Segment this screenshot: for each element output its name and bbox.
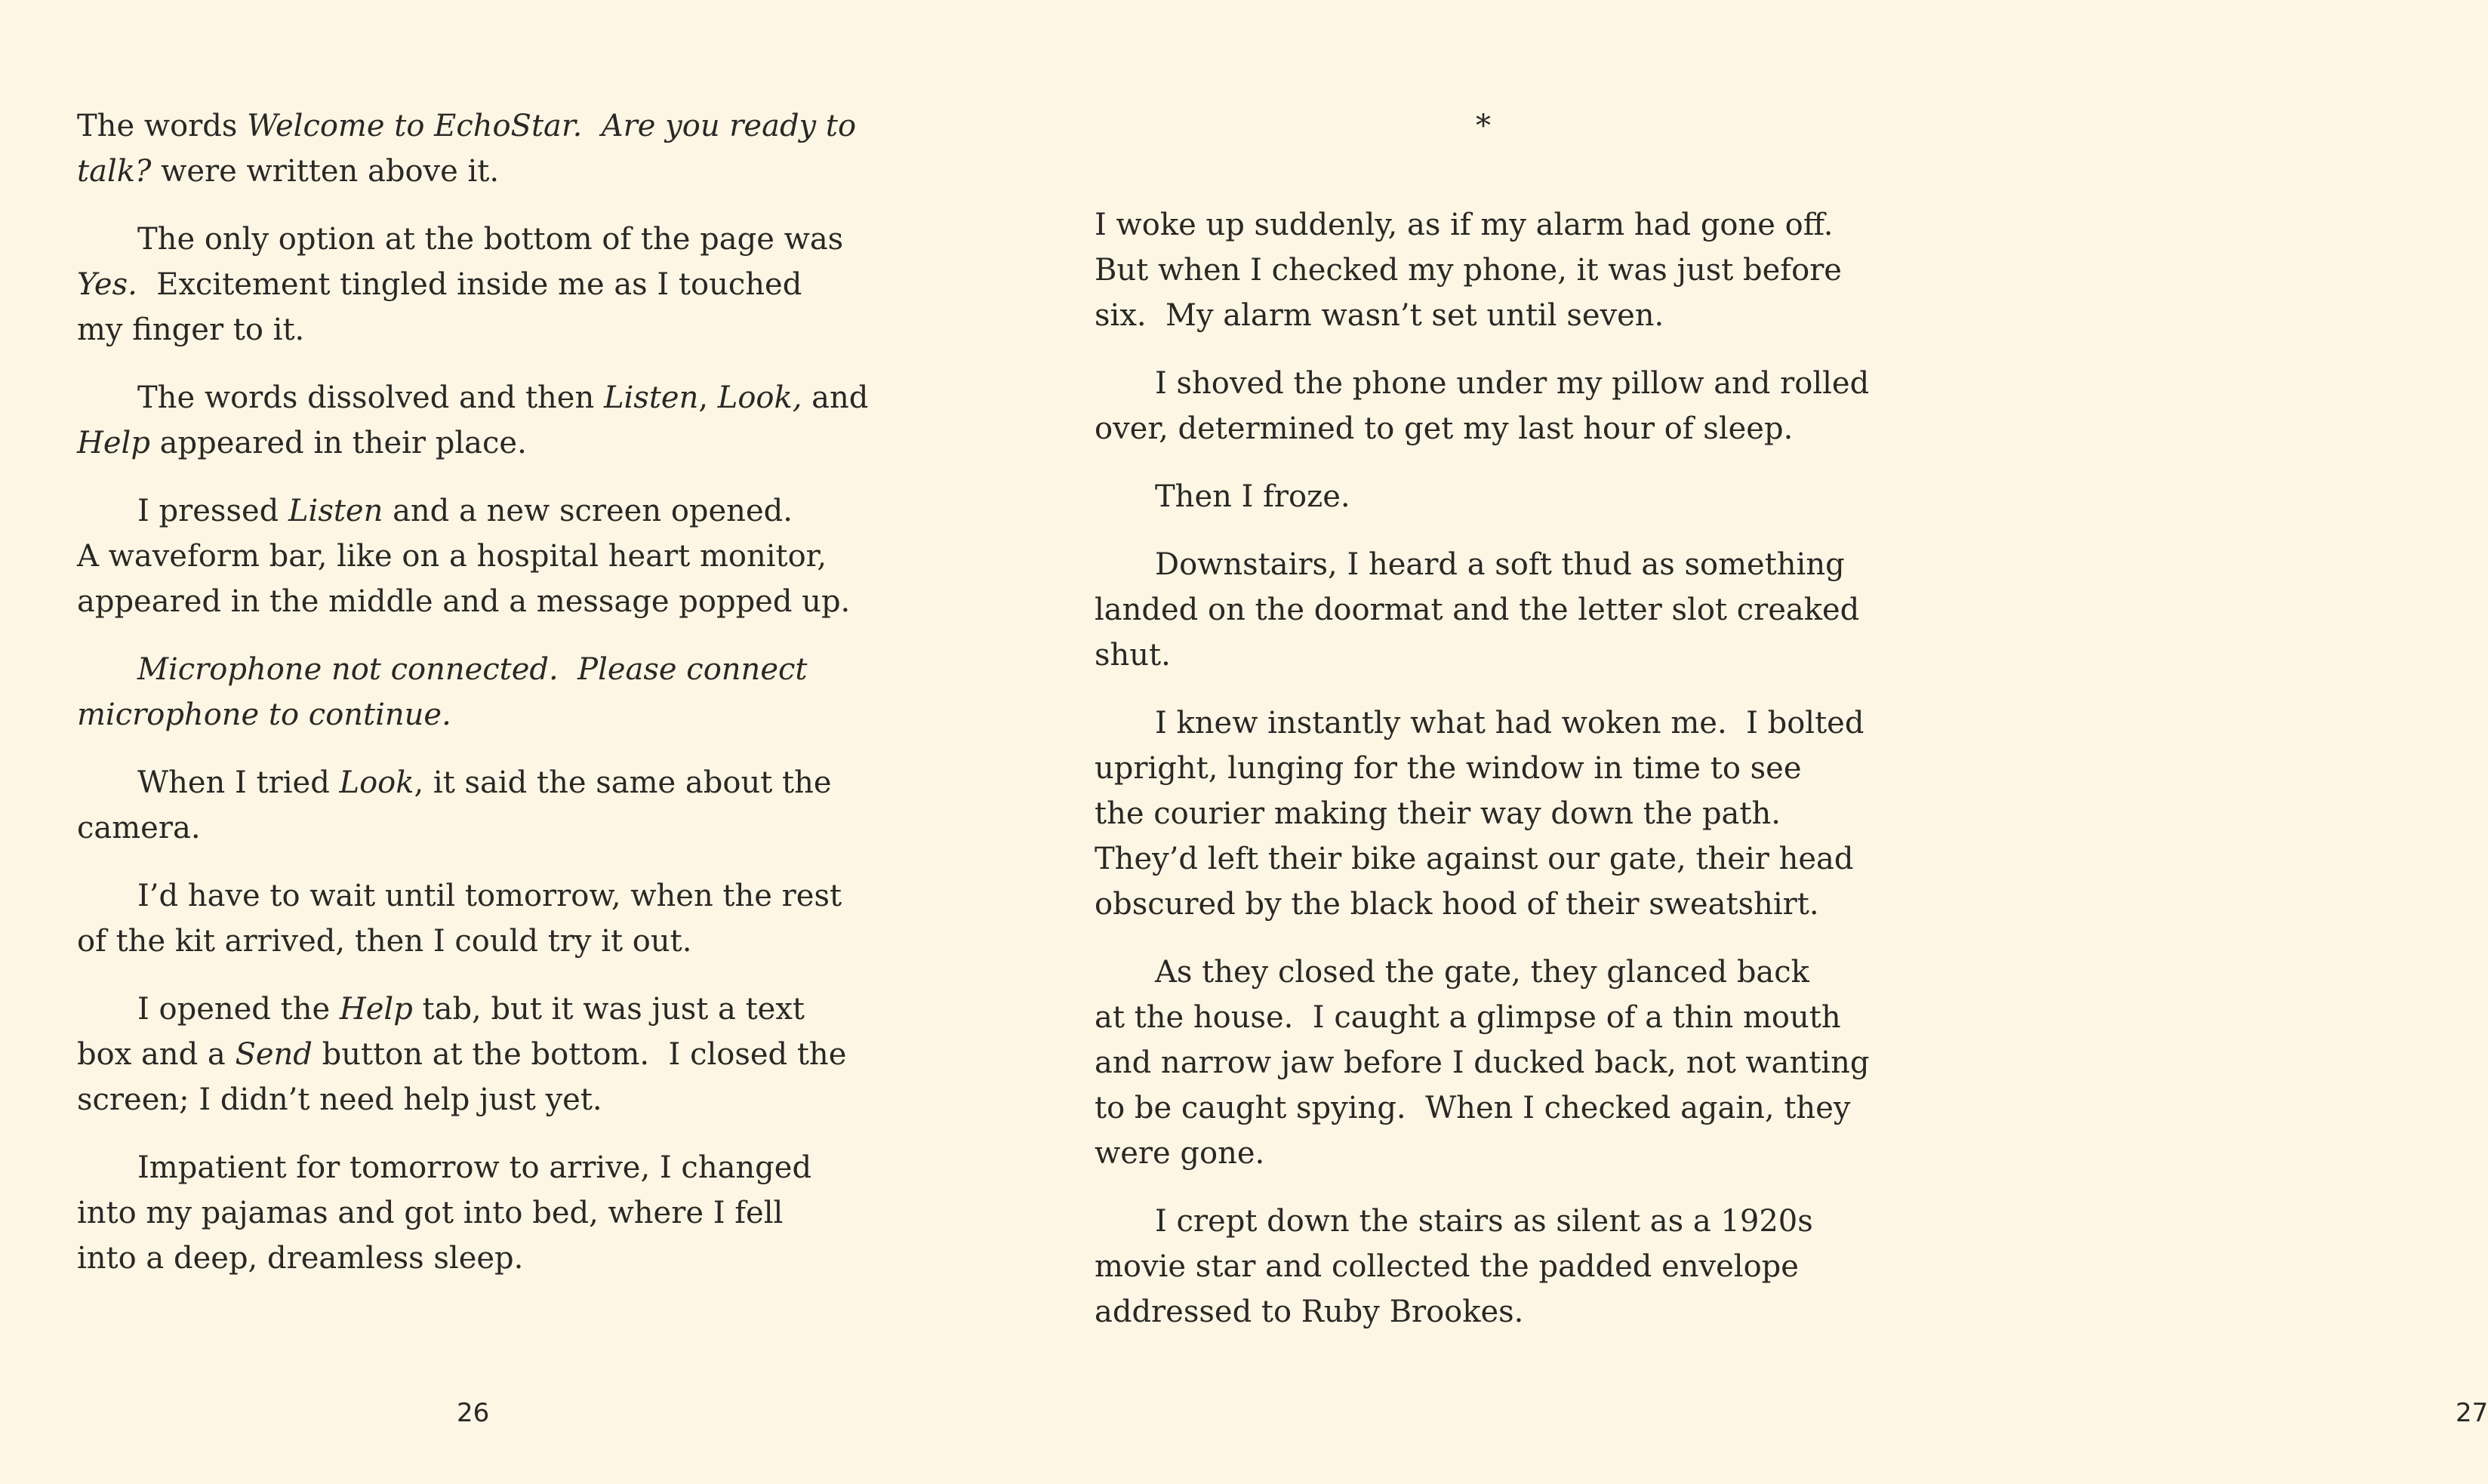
text-run: When I tried bbox=[137, 765, 340, 800]
text-line bbox=[77, 919, 892, 964]
text-line bbox=[1095, 474, 1910, 519]
text-run: I opened the bbox=[137, 992, 340, 1027]
text-run: box and a bbox=[77, 1037, 236, 1072]
text-run: I shoved the phone under my pillow and rolled bbox=[1155, 366, 1870, 401]
paragraph bbox=[77, 987, 892, 1122]
text-line bbox=[1095, 587, 1910, 633]
text-line bbox=[1095, 406, 1910, 451]
italic-text-run: Listen bbox=[603, 380, 699, 415]
text-run: shut. bbox=[1095, 638, 1171, 673]
paragraph bbox=[1095, 474, 1910, 519]
text-line bbox=[77, 805, 892, 851]
paragraph bbox=[77, 217, 892, 353]
paragraph bbox=[1095, 1199, 1910, 1335]
text-run: But when I checked my phone, it was just before bbox=[1095, 253, 1842, 288]
left-page bbox=[0, 0, 981, 1484]
text-run: Then I froze. bbox=[1155, 479, 1350, 514]
text-line bbox=[77, 307, 892, 353]
text-line bbox=[77, 647, 892, 692]
italic-text-run: talk? bbox=[77, 154, 152, 189]
text-run: landed on the doormat and the letter slot creaked bbox=[1095, 593, 1860, 627]
text-run: As they closed the gate, they glanced back bbox=[1155, 955, 1809, 990]
text-run: appeared in their place. bbox=[149, 426, 527, 460]
text-run: were gone. bbox=[1095, 1136, 1265, 1171]
italic-text-run: microphone to continue. bbox=[77, 697, 451, 732]
text-line bbox=[77, 1236, 892, 1281]
text-line bbox=[1095, 202, 1910, 248]
text-line bbox=[1095, 1244, 1910, 1289]
text-line bbox=[77, 873, 892, 919]
text-run: I pressed bbox=[137, 494, 288, 528]
text-run: and bbox=[802, 380, 869, 415]
text-line bbox=[77, 375, 892, 420]
text-line bbox=[1095, 882, 1910, 927]
text-line bbox=[77, 987, 892, 1032]
text-line bbox=[1095, 633, 1910, 678]
text-run: my finger to it. bbox=[77, 313, 305, 347]
text-line bbox=[77, 1077, 892, 1122]
text-line bbox=[77, 420, 892, 466]
paragraph bbox=[77, 647, 892, 737]
text-line bbox=[77, 262, 892, 307]
text-run: obscured by the black hood of their sweatshirt. bbox=[1095, 887, 1819, 922]
paragraph bbox=[1095, 700, 1910, 927]
text-line bbox=[77, 692, 892, 737]
text-line bbox=[77, 1145, 892, 1190]
text-run: of the kit arrived, then I could try it out. bbox=[77, 924, 692, 959]
text-run: addressed to Ruby Brookes. bbox=[1095, 1295, 1524, 1329]
text-line bbox=[77, 103, 892, 149]
text-run: The words bbox=[77, 109, 248, 143]
text-run: I’d have to wait until tomorrow, when the rest bbox=[137, 879, 842, 913]
paragraph bbox=[77, 760, 892, 851]
text-line bbox=[1095, 836, 1910, 882]
text-run: Excitement tingled inside me as I touched bbox=[137, 267, 802, 302]
right-page-body-text bbox=[1095, 202, 1910, 1357]
text-run: Impatient for tomorrow to arrive, I changed bbox=[137, 1150, 812, 1185]
text-line bbox=[77, 760, 892, 805]
text-line bbox=[77, 149, 892, 194]
text-run: A waveform bar, like on a hospital heart monitor, bbox=[77, 539, 827, 574]
text-run: They’d left their bike against our gate, their head bbox=[1095, 842, 1854, 876]
text-line bbox=[1095, 746, 1910, 791]
text-line bbox=[1095, 950, 1910, 995]
italic-text-run: Look bbox=[339, 765, 414, 800]
text-line bbox=[1095, 293, 1910, 338]
text-run: appeared in the middle and a message popped up. bbox=[77, 584, 851, 619]
right-page bbox=[981, 0, 2488, 1484]
text-line bbox=[1095, 1085, 1910, 1131]
text-run: , it said the same about the bbox=[414, 765, 832, 800]
text-line bbox=[77, 488, 892, 534]
italic-text-run: Microphone not connected. Please connect bbox=[137, 652, 808, 687]
text-line bbox=[77, 579, 892, 624]
paragraph bbox=[1095, 542, 1910, 678]
text-run: tab, but it was just a text bbox=[412, 992, 805, 1027]
text-line bbox=[1095, 248, 1910, 293]
paragraph bbox=[1095, 950, 1910, 1176]
text-run: button at the bottom. I closed the bbox=[312, 1037, 847, 1072]
text-run: screen; I didn’t need help just yet. bbox=[77, 1082, 602, 1117]
italic-text-run: Help bbox=[339, 992, 413, 1027]
paragraph bbox=[1095, 361, 1910, 451]
text-line bbox=[1095, 700, 1910, 746]
text-run: Downstairs, I heard a soft thud as something bbox=[1155, 547, 1845, 582]
text-run: and narrow jaw before I ducked back, not wanting bbox=[1095, 1045, 1870, 1080]
text-line bbox=[1095, 995, 1910, 1040]
paragraph bbox=[1095, 202, 1910, 338]
text-line bbox=[1095, 1131, 1910, 1176]
paragraph bbox=[77, 873, 892, 964]
scene-break-asterisk: * bbox=[1476, 109, 1491, 143]
text-run: I crept down the stairs as silent as a 1920s bbox=[1155, 1204, 1813, 1239]
text-line bbox=[1095, 1040, 1910, 1085]
text-line bbox=[77, 1190, 892, 1236]
left-page-number: 26 bbox=[457, 1398, 490, 1428]
text-run: into a deep, dreamless sleep. bbox=[77, 1241, 524, 1276]
text-line bbox=[77, 1032, 892, 1077]
text-run: , bbox=[698, 380, 718, 415]
italic-text-run: Listen bbox=[288, 494, 383, 528]
text-line bbox=[77, 534, 892, 579]
italic-text-run: Welcome to EchoStar. Are you ready to bbox=[247, 109, 857, 143]
text-run: at the house. I caught a glimpse of a thin mouth bbox=[1095, 1000, 1841, 1035]
text-run: movie star and collected the padded envelope bbox=[1095, 1249, 1799, 1284]
text-line bbox=[1095, 1199, 1910, 1244]
paragraph bbox=[77, 375, 892, 466]
paragraph bbox=[77, 1145, 892, 1281]
right-page-number: 27 bbox=[2456, 1398, 2488, 1428]
paragraph bbox=[77, 488, 892, 624]
text-run: into my pajamas and got into bed, where I fell bbox=[77, 1196, 784, 1230]
text-run: upright, lunging for the window in time to see bbox=[1095, 751, 1802, 786]
italic-text-run: Yes. bbox=[77, 267, 137, 302]
text-run: were written above it. bbox=[151, 154, 500, 189]
italic-text-run: Help bbox=[77, 426, 150, 460]
text-run: I knew instantly what had woken me. I bolted bbox=[1155, 706, 1864, 740]
text-line bbox=[1095, 791, 1910, 836]
text-run: camera. bbox=[77, 811, 201, 845]
text-run: to be caught spying. When I checked again, they bbox=[1095, 1091, 1851, 1125]
left-page-body-text bbox=[77, 103, 892, 1304]
text-line bbox=[77, 217, 892, 262]
text-run: The only option at the bottom of the page was bbox=[137, 222, 844, 257]
text-line bbox=[1095, 1289, 1910, 1335]
text-run: The words dissolved and then bbox=[137, 380, 604, 415]
text-run: I woke up suddenly, as if my alarm had gone off. bbox=[1095, 208, 1834, 242]
text-run: the courier making their way down the path. bbox=[1095, 796, 1781, 831]
text-run: six. My alarm wasn’t set until seven. bbox=[1095, 298, 1664, 333]
italic-text-run: Look, bbox=[717, 380, 802, 415]
text-run: over, determined to get my last hour of sleep. bbox=[1095, 411, 1794, 446]
text-line bbox=[1095, 361, 1910, 406]
paragraph bbox=[77, 103, 892, 194]
italic-text-run: Send bbox=[235, 1037, 313, 1072]
text-run: and a new screen opened. bbox=[383, 494, 793, 528]
text-line bbox=[1095, 542, 1910, 587]
